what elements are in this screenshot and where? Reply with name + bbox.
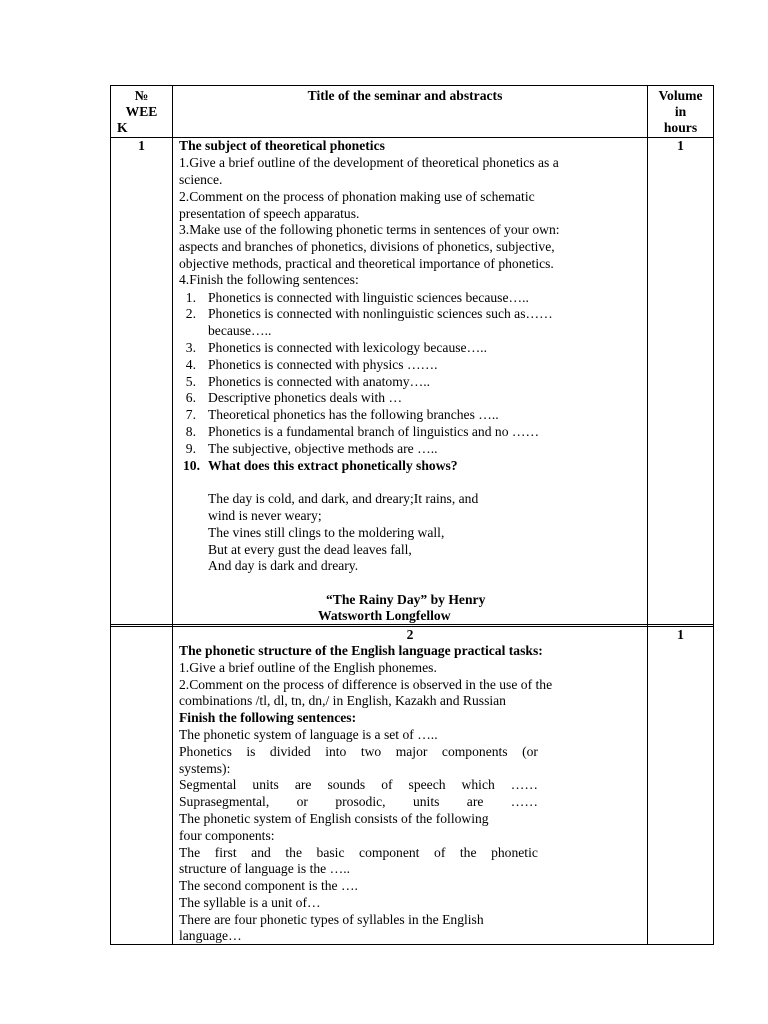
word: Phonetics [179, 744, 232, 759]
word: into [325, 744, 347, 759]
sentence: structure of language is the ….. [179, 861, 351, 876]
week-column-divider [172, 85, 173, 945]
row1-line: 3.Make use of the following phonetic terms in sentences of your own: [179, 222, 560, 237]
word: units [252, 777, 279, 792]
volume-column-divider [647, 85, 648, 945]
word: Suprasegmental, [179, 794, 270, 809]
row1-line: objective methods, practical and theoretical importance of phonetics. [179, 256, 554, 271]
poem-line: The vines still clings to the moldering wall, [208, 525, 445, 540]
sentence: There are four phonetic types of syllables in the English [179, 912, 484, 927]
poem-attribution: “The Rainy Day” by Henry [326, 592, 486, 607]
row1-week-number: 1 [138, 138, 145, 153]
list-item-number: 7. [185, 407, 196, 422]
poem-line: And day is dark and dreary. [208, 558, 359, 573]
word: sounds [327, 777, 366, 792]
header-volume-line: in [674, 104, 687, 119]
word: component [359, 845, 420, 860]
word: …… [510, 777, 538, 792]
list-item-text: because….. [208, 323, 272, 338]
row2-line: combinations /tl, dl, tn, dn,/ in English, Kazakh and Russian [179, 693, 506, 708]
word: of [381, 777, 393, 792]
list-item-number: 5. [185, 374, 196, 389]
row1-heading: The subject of theoretical phonetics [179, 138, 385, 153]
list-item-text: Phonetics is connected with anatomy….. [208, 374, 430, 389]
poem-attribution: Watsworth Longfellow [318, 608, 451, 623]
list-item-text: Phonetics is connected with nonlinguistic sciences such as…… [208, 306, 553, 321]
row1-line: aspects and branches of phonetics, divisions of phonetics, subjective, [179, 239, 555, 254]
sentence: The syllable is a unit of… [179, 895, 321, 910]
list-item-number: 3. [185, 340, 196, 355]
row1-line: science. [179, 172, 223, 187]
header-volume-line: hours [663, 120, 698, 135]
header-title: Title of the seminar and abstracts [307, 88, 503, 103]
table-border-left [110, 85, 111, 945]
word: major [395, 744, 428, 759]
list-item-number: 8. [185, 424, 196, 439]
poem-line: The day is cold, and dark, and dreary;It rains, and [208, 491, 479, 506]
list-item-text: Theoretical phonetics has the following branches ….. [208, 407, 499, 422]
list-item-text: Descriptive phonetics deals with … [208, 390, 403, 405]
finish-heading: Finish the following sentences: [179, 710, 357, 725]
row1-volume: 1 [677, 138, 684, 153]
word: divided [269, 744, 311, 759]
sentence: four components: [179, 828, 275, 843]
poem-line: wind is never weary; [208, 508, 322, 523]
list-item-number: 1. [185, 290, 196, 305]
list-item-number: 2. [185, 306, 196, 321]
list-item-text: Phonetics is connected with lexicology because….. [208, 340, 487, 355]
word: are [466, 794, 484, 809]
sentence-justified [179, 744, 538, 761]
row1-line: 2.Comment on the process of phonation making use of schematic [179, 189, 535, 204]
word: Segmental [179, 777, 237, 792]
word: units [412, 794, 440, 809]
row2-line: 1.Give a brief outline of the English phonemes. [179, 660, 437, 675]
list-item-number: 6. [185, 390, 196, 405]
sentence-justified [179, 794, 538, 811]
word: are [294, 777, 312, 792]
sentence: The second component is the …. [179, 878, 358, 893]
word: first [214, 845, 237, 860]
row2-volume: 1 [677, 627, 684, 642]
list-item-text: Phonetics is a fundamental branch of linguistics and no …… [208, 424, 540, 439]
word: two [360, 744, 382, 759]
row1-line: 1.Give a brief outline of the development of theoretical phonetics as a [179, 155, 559, 170]
row1-line: 4.Finish the following sentences: [179, 272, 359, 287]
word: or [296, 794, 308, 809]
list-item-number: 4. [185, 357, 196, 372]
word: speech [408, 777, 446, 792]
word: phonetic [491, 845, 538, 860]
row2-line: 2.Comment on the process of difference is observed in the use of the [179, 677, 553, 692]
header-volume-line: Volume [658, 88, 703, 103]
word: components [441, 744, 508, 759]
list-item-number: 9. [185, 441, 196, 456]
word: the [459, 845, 477, 860]
list-item-text: Phonetics is connected with physics ……. [208, 357, 438, 372]
sentence-justified [179, 777, 538, 794]
word: prosodic, [335, 794, 386, 809]
poem-line: But at every gust the dead leaves fall, [208, 542, 412, 557]
word: basic [316, 845, 345, 860]
table-border-right [713, 85, 714, 945]
sentence: language… [179, 928, 242, 943]
header-week-line: № [134, 88, 149, 103]
word: which [461, 777, 495, 792]
sentence-justified [179, 845, 538, 862]
row2-heading: The phonetic structure of the English language practical tasks: [179, 643, 543, 658]
word: The [179, 845, 201, 860]
sentence: The phonetic system of English consists of the following [179, 811, 489, 826]
row1-line: presentation of speech apparatus. [179, 206, 360, 221]
sentence: The phonetic system of language is a set of ….. [179, 727, 438, 742]
header-week-line: K [117, 120, 128, 135]
word: the [285, 845, 302, 860]
word: of [434, 845, 446, 860]
word: and [251, 845, 271, 860]
word: is [246, 744, 256, 759]
list-item-number: 10. [183, 458, 200, 473]
word: …… [510, 794, 538, 809]
list-item-text: What does this extract phonetically shows? [208, 458, 458, 473]
sentence: systems): [179, 761, 231, 776]
word: (or [522, 744, 538, 759]
list-item-text: The subjective, objective methods are ….. [208, 441, 438, 456]
table-border-top [110, 85, 714, 86]
row2-number: 2 [406, 627, 414, 642]
list-item-text: Phonetics is connected with linguistic sciences because….. [208, 290, 529, 305]
header-week-line: WEE [125, 104, 158, 119]
